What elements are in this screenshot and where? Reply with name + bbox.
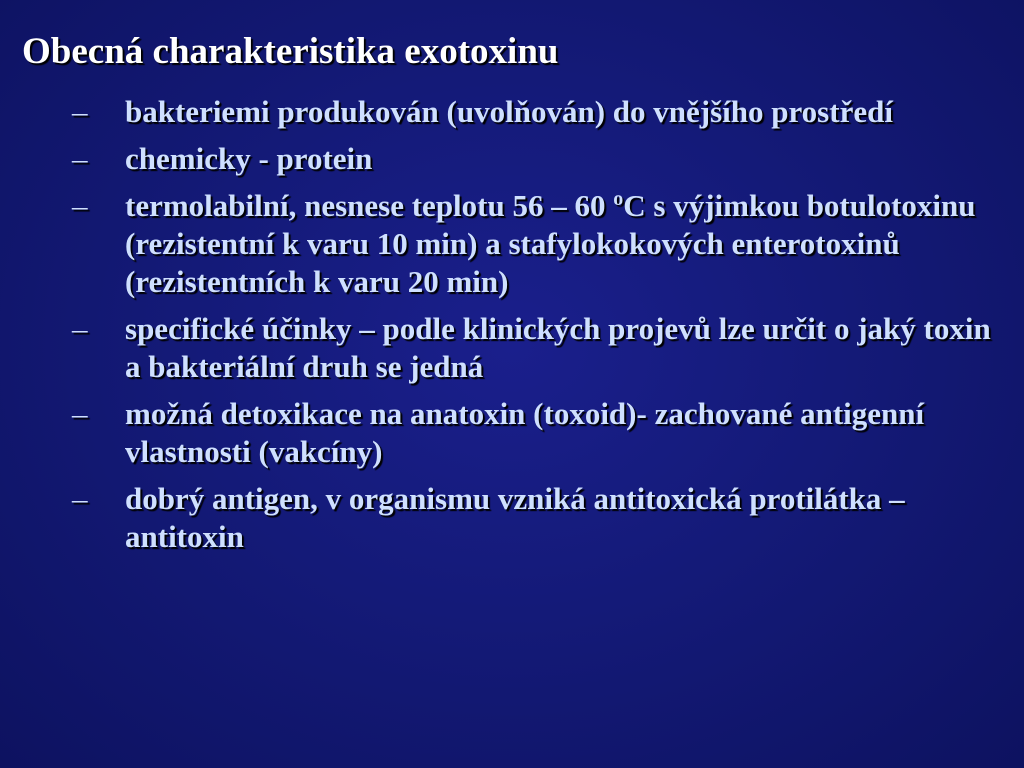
slide-title: Obecná charakteristika exotoxinu <box>22 31 559 72</box>
bullet-item <box>0 140 1024 178</box>
bullet-dash: – <box>72 94 88 129</box>
bullet-text: dobrý antigen, v organismu vzniká antitoxická protilátka – antitoxin <box>125 481 905 554</box>
bullet-text: specifické účinky – podle klinických projevů lze určit o jaký toxin a bakteriální druh se jedná <box>125 311 991 384</box>
bullet-text-pre: termolabilní, nesnese teplotu 56 – 60 <box>125 188 614 223</box>
bullet-item <box>0 187 1024 301</box>
bullet-item <box>0 93 1024 131</box>
bullet-item <box>0 395 1024 471</box>
bullet-text: chemicky - protein <box>125 141 373 176</box>
bullet-item <box>0 480 1024 556</box>
bullet-list <box>0 93 1024 565</box>
bullet-text: možná detoxikace na anatoxin (toxoid)- zachované antigenní vlastnosti (vakcíny) <box>125 396 925 469</box>
bullet-item <box>0 310 1024 386</box>
bullet-dash: – <box>72 141 88 176</box>
bullet-dash: – <box>72 481 88 516</box>
bullet-dash: – <box>72 311 88 346</box>
bullet-dash: – <box>72 396 88 431</box>
bullet-dash: – <box>72 188 88 223</box>
bullet-text: bakteriemi produkován (uvolňován) do vnějšího prostředí <box>125 94 893 129</box>
degree-superscript: o <box>613 188 624 210</box>
bullet-text-post: C s výjimkou botulotoxinu (rezistentní k varu 10 min) a stafylokokových enterotoxinů (rezistentních k varu 20 min) <box>125 188 976 299</box>
